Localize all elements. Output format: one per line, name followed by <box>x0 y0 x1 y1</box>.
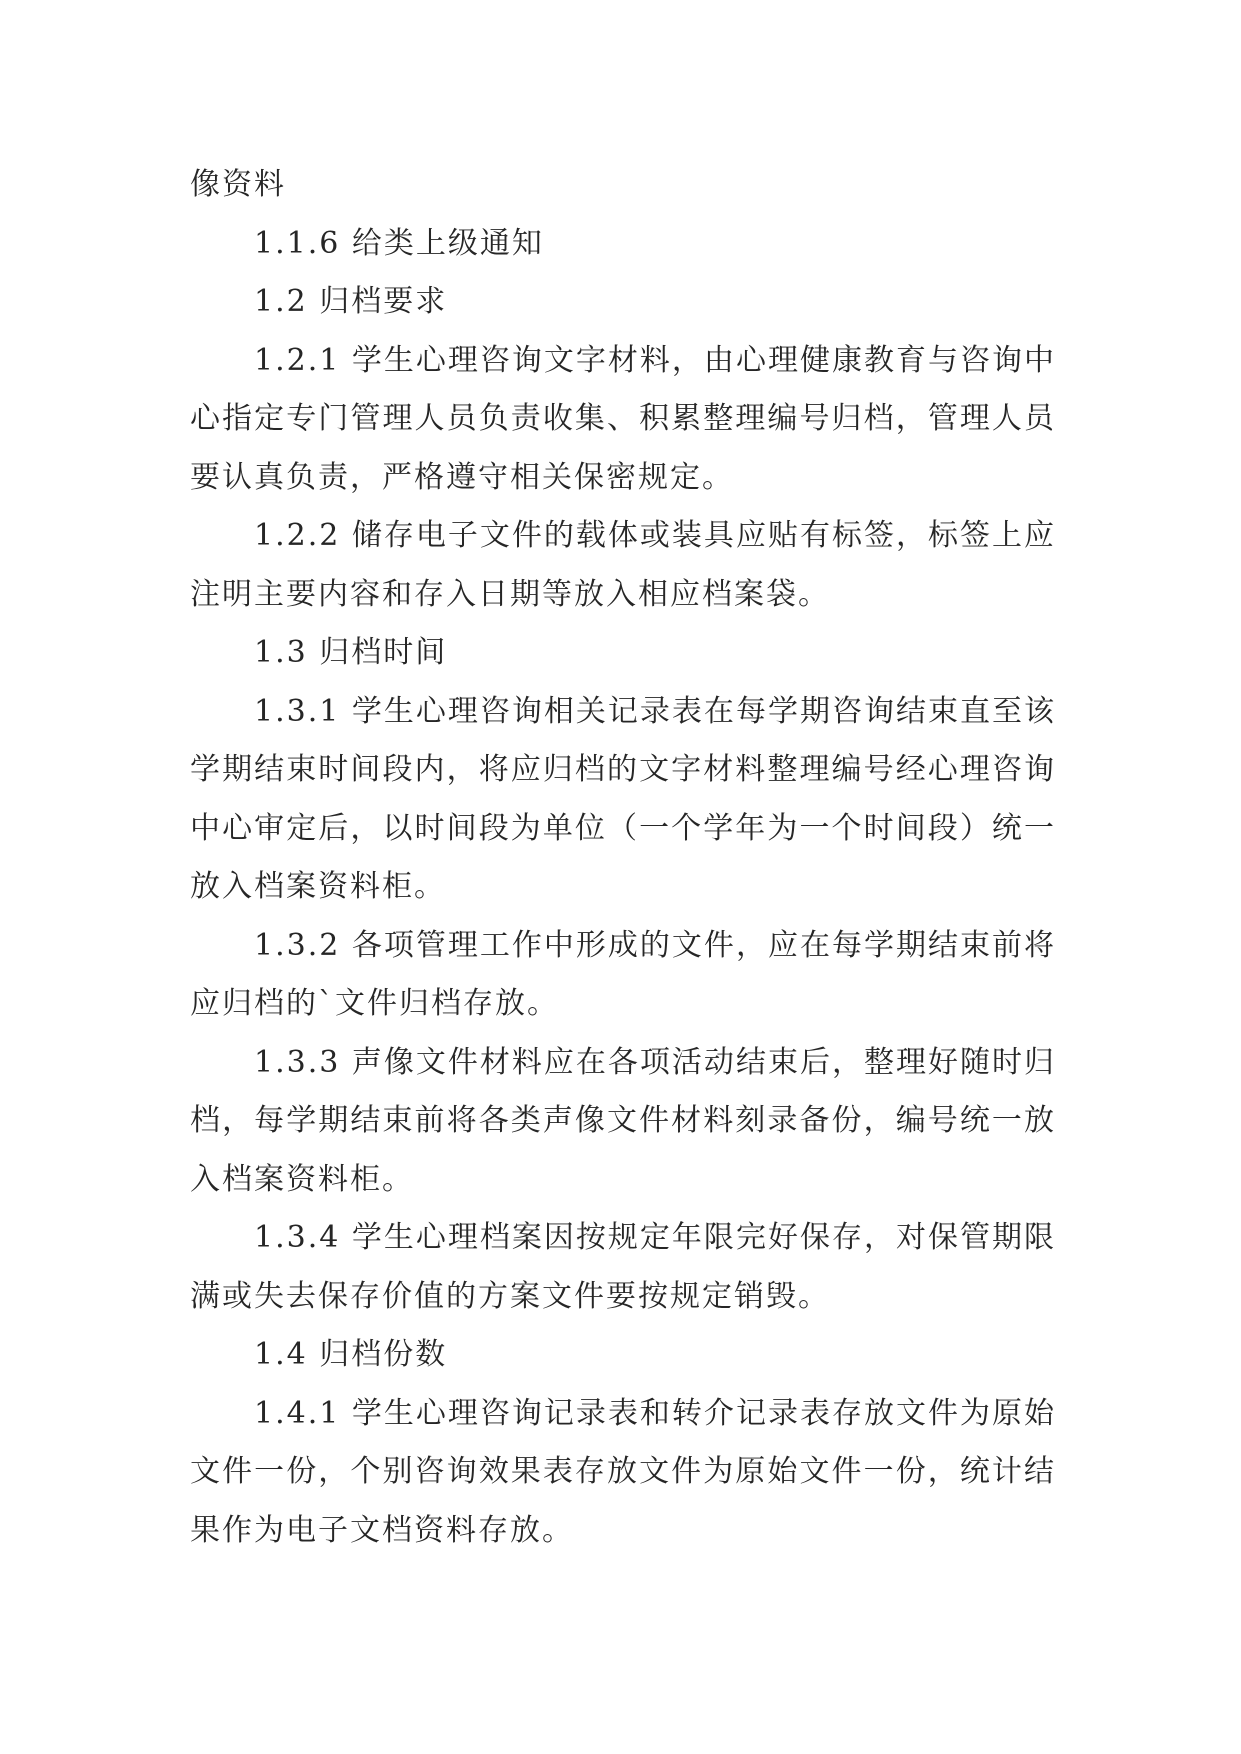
paragraph-1-2-1: 1.2.1 学生心理咨询文字材料，由心理健康教育与咨询中心指定专门管理人员负责收集、积累整理编号归档，管理人员要认真负责，严格遵守相关保密规定。 <box>190 342 1056 495</box>
paragraph-1-1-6: 1.1.6 给类上级通知 <box>254 225 544 261</box>
document-body <box>190 156 1056 1560</box>
paragraph-1-4-1: 1.4.1 学生心理咨询记录表和转介记录表存放文件为原始文件一份，个别咨询效果表存放文件为原始文件一份，统计结果作为电子文档资料存放。 <box>190 1395 1056 1548</box>
paragraph-1-2-2: 1.2.2 储存电子文件的载体或装具应贴有标签，标签上应注明主要内容和存入日期等放入相应档案袋。 <box>190 518 1056 612</box>
paragraph-1-3-2: 1.3.2 各项管理工作中形成的文件，应在每学期结束前将应归档的`文件归档存放。 <box>190 927 1056 1021</box>
heading-1-4: 1.4 归档份数 <box>254 1337 448 1372</box>
heading-1-2: 1.2 归档要求 <box>254 284 448 319</box>
paragraph-1-3-4: 1.3.4 学生心理档案因按规定年限完好保存，对保管期限满或失去保存价值的方案文件要按规定销毁。 <box>190 1220 1056 1314</box>
heading-1-3: 1.3 归档时间 <box>254 635 448 670</box>
paragraph-1-3-1: 1.3.1 学生心理咨询相关记录表在每学期咨询结束直至该学期结束时间段内，将应归档的文字材料整理编号经心理咨询中心审定后，以时间段为单位（一个学年为一个时间段）统一放入档案资料柜。 <box>190 693 1056 904</box>
paragraph-1-3-3: 1.3.3 声像文件材料应在各项活动结束后，整理好随时归档，每学期结束前将各类声像文件材料刻录备份，编号统一放入档案资料柜。 <box>190 1044 1056 1197</box>
paragraph-continuation: 像资料 <box>190 167 286 202</box>
